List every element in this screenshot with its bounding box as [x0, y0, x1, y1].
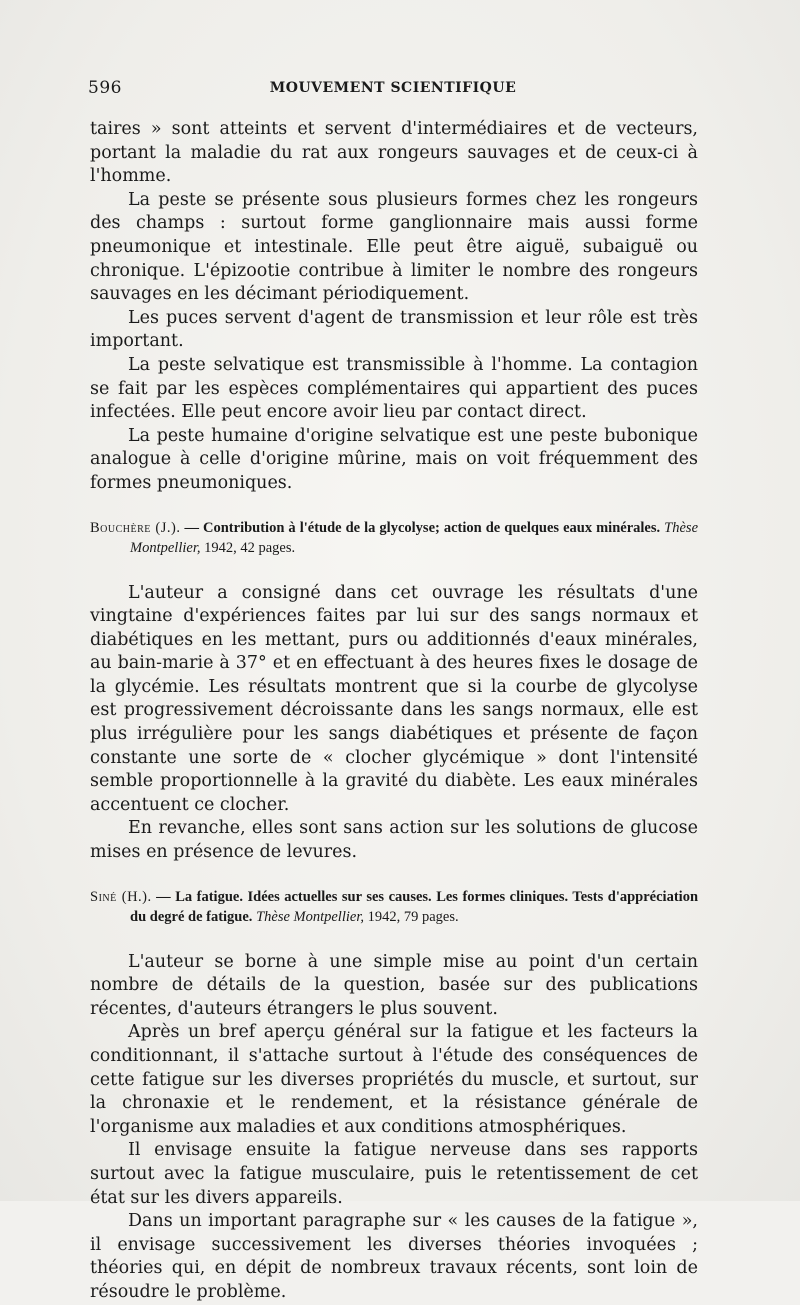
paragraph: La peste humaine d'origine selvatique est une peste bubonique analogue à celle d'origine mûrine, mais on voit fréquemment des formes pneumoniques.: [90, 425, 698, 493]
paragraph: Dans un important paragraphe sur « les causes de la fatigue », il envisage successivement les diverses théories invoquées ; théories qui, en dépit de nombreux travaux récents, sont loin de résoudre le problème.: [90, 1211, 698, 1302]
paragraph: taires » sont atteints et servent d'intermédiaires et de vecteurs, portant la maladie du rat aux rongeurs sauvages et de ceux-ci à l'homme.: [90, 119, 698, 187]
paragraph: Les puces servent d'agent de transmission et leur rôle est très important.: [90, 307, 698, 352]
paragraph: La peste selvatique est transmissible à l'homme. La contagion se fait par les espèces complémentaires qui appartient des puces infectées. Elle peut encore avoir lieu par contact direct.: [90, 354, 698, 423]
reference-title: — Contribution à l'étude de la glycolyse; action de quelques eaux minérales.: [184, 519, 661, 536]
reference-details: 1942, 79 pages.: [367, 908, 459, 925]
reference-thesis: Thèse Montpellier,: [256, 908, 364, 925]
paragraph: La peste se présente sous plusieurs formes chez les rongeurs des champs : surtout forme ganglionnaire mais aussi forme pneumonique et intestinale. Elle peut être aiguë, subaiguë ou chronique. L'épizootie contribue à limiter le nombre des rongeurs sauvages en les décimant périodiquement.: [90, 189, 698, 305]
page-number: 596: [88, 78, 122, 98]
bibliographic-reference: [90, 518, 698, 558]
bibliographic-reference: [90, 887, 698, 927]
paragraph: Après un bref aperçu général sur la fatigue et les facteurs la conditionnant, il s'attache surtout à l'étude des conséquences de cette fatigue sur les diverses propriétés du muscle, et surtout, sur la chronaxie et le rendement, et la résistance générale de l'organisme aux maladies et aux conditions atmosphériques.: [90, 1022, 698, 1137]
reference-author: Bouchère (J.).: [90, 519, 181, 536]
running-title: MOUVEMENT SCIENTIFIQUE: [269, 80, 517, 96]
reference-author: Siné (H.).: [90, 888, 152, 905]
paragraph: L'auteur a consigné dans cet ouvrage les résultats d'une vingtaine d'expériences faites par lui sur des sangs normaux et diabétiques en les mettant, purs ou additionnés d'eaux minérales, au bain-marie à 37° et en effectuant à des heures fixes le dosage de la glycémie. Les résultats montrent que si la courbe de glycolyse est progressivement décroissante dans les sangs normaux, elle est plus irrégulière pour les sangs diabétiques et présente de façon constante une sorte de « clocher glycémique » dont l'intensité semble proportionnelle à la gravité du diabète. Les eaux minérales accentuent ce clocher.: [90, 582, 698, 815]
paragraph: Il envisage ensuite la fatigue nerveuse dans ses rapports surtout avec la fatigue musculaire, puis le retentissement de cet état sur les divers appareils.: [90, 1140, 698, 1208]
paragraph: En revanche, elles sont sans action sur les solutions de glucose mises en présence de levures.: [90, 818, 698, 863]
page-content: [90, 118, 698, 1305]
reference-thesis: Thèse Montpellier,: [130, 519, 699, 556]
paragraph: L'auteur se borne à une simple mise au point d'un certain nombre de détails de la question, basée sur des publications récentes, d'auteurs étrangers le plus souvent.: [90, 951, 698, 1019]
reference-details: 1942, 42 pages.: [204, 539, 296, 556]
reference-title: — La fatigue. Idées actuelles sur ses causes. Les formes cliniques. Tests d'appréciation du degré de fatigue.: [130, 888, 699, 925]
